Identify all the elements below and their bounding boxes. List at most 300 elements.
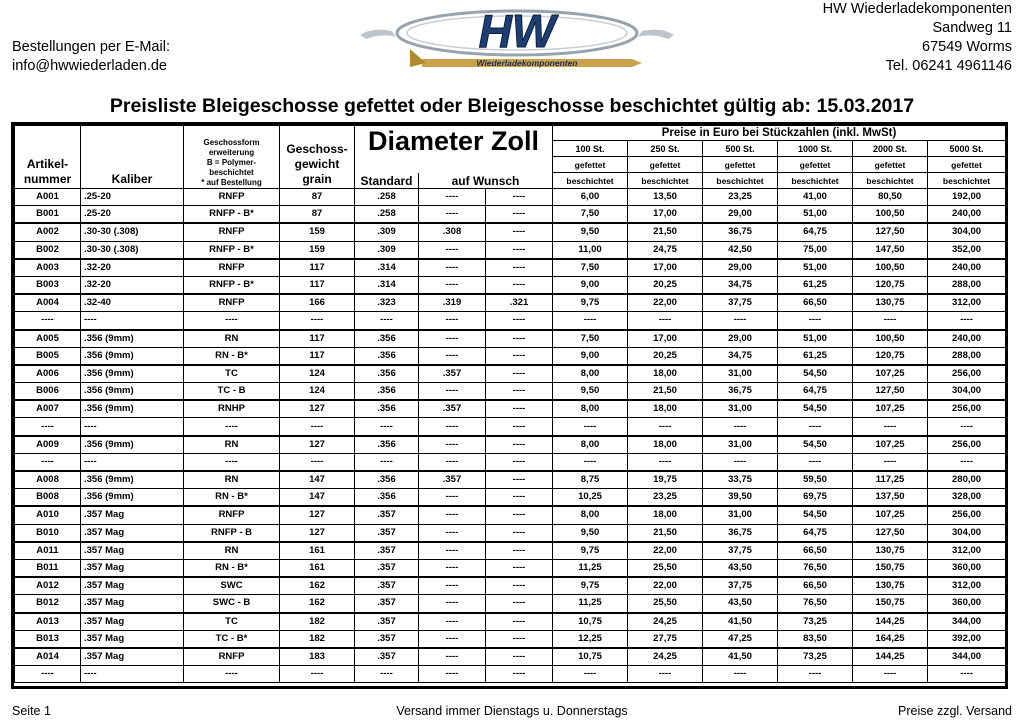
cell-wunsch-2: ---- (486, 189, 553, 206)
cell-price-5: 137,50 (853, 489, 928, 507)
cell-price-2: 24,25 (628, 648, 703, 666)
header-preise: Preise in Euro bei Stückzahlen (inkl. MwSt) (553, 126, 1006, 141)
cell-wunsch-1: ---- (419, 630, 486, 648)
cell-price-5: 120,75 (853, 276, 928, 294)
cell-price-6: 240,00 (928, 206, 1006, 224)
company-address (823, 0, 1012, 76)
cell-price-4: 73,25 (778, 613, 853, 631)
cell-price-6: 312,00 (928, 577, 1006, 595)
cell-artikel: B008 (15, 489, 81, 507)
cell-standard: ---- (355, 312, 419, 330)
cell-form: ---- (184, 453, 280, 471)
cell-price-2: ---- (628, 453, 703, 471)
cell-kaliber: .357 Mag (81, 595, 184, 613)
cell-wunsch-2: ---- (486, 223, 553, 241)
cell-artikel: A013 (15, 613, 81, 631)
cell-wunsch-1: .357 (419, 471, 486, 489)
cell-standard: .357 (355, 559, 419, 577)
cell-wunsch-2: ---- (486, 524, 553, 542)
cell-form: ---- (184, 666, 280, 683)
cell-price-5: 80,50 (853, 189, 928, 206)
cell-form: ---- (184, 418, 280, 436)
table-row (15, 223, 1006, 241)
cell-artikel: A006 (15, 365, 81, 383)
logo-text: HW (478, 5, 556, 57)
cell-wunsch-1: ---- (419, 453, 486, 471)
cell-price-1: 8,75 (553, 471, 628, 489)
cell-wunsch-2: ---- (486, 471, 553, 489)
cell-wunsch-1: ---- (419, 506, 486, 524)
cell-kaliber: .357 Mag (81, 559, 184, 577)
table-row (15, 471, 1006, 489)
cell-wunsch-2: ---- (486, 276, 553, 294)
cell-standard: ---- (355, 666, 419, 683)
cell-price-6: 312,00 (928, 294, 1006, 312)
cell-artikel: B010 (15, 524, 81, 542)
cell-price-6: ---- (928, 666, 1006, 683)
cell-price-6: 360,00 (928, 595, 1006, 613)
cell-kaliber: .356 (9mm) (81, 330, 184, 348)
cell-price-1: 8,00 (553, 365, 628, 383)
cell-standard: .357 (355, 595, 419, 613)
table-row (15, 294, 1006, 312)
header-beschichtet: beschichtet (703, 173, 778, 189)
cell-form: TC - B* (184, 630, 280, 648)
cell-standard: .357 (355, 613, 419, 631)
cell-price-6: 328,00 (928, 489, 1006, 507)
cell-wunsch-1: ---- (419, 259, 486, 277)
header-qty-1: 100 St. (553, 141, 628, 157)
cell-kaliber: ---- (81, 312, 184, 330)
header-qty-6: 5000 St. (928, 141, 1006, 157)
cell-price-1: 9,50 (553, 524, 628, 542)
cell-price-3: 36,75 (703, 524, 778, 542)
cell-price-6: 344,00 (928, 648, 1006, 666)
cell-price-3: ---- (703, 453, 778, 471)
cell-price-1: 9,75 (553, 577, 628, 595)
cell-standard: .356 (355, 383, 419, 401)
cell-gewicht: 124 (280, 383, 355, 401)
cell-wunsch-2: ---- (486, 630, 553, 648)
cell-wunsch-1: ---- (419, 577, 486, 595)
cell-price-4: 59,50 (778, 471, 853, 489)
cell-price-2: 17,00 (628, 330, 703, 348)
cell-kaliber: ---- (81, 418, 184, 436)
cell-price-1: 7,50 (553, 259, 628, 277)
cell-wunsch-1: ---- (419, 241, 486, 259)
cell-wunsch-2: ---- (486, 259, 553, 277)
table-row (15, 595, 1006, 613)
header-diameter: Diameter Zoll (355, 126, 553, 173)
header-gewicht-line2: gewicht (294, 157, 340, 171)
cell-gewicht: 183 (280, 648, 355, 666)
cell-kaliber: .25-20 (81, 206, 184, 224)
cell-form: ---- (184, 312, 280, 330)
cell-wunsch-2: ---- (486, 559, 553, 577)
order-label: Bestellungen per E-Mail: (12, 39, 170, 55)
cell-price-6: 344,00 (928, 613, 1006, 631)
cell-wunsch-2: ---- (486, 330, 553, 348)
header-form-line5: * auf Bestellung (201, 178, 262, 187)
cell-standard: .314 (355, 276, 419, 294)
cell-wunsch-2: ---- (486, 577, 553, 595)
cell-kaliber: .32-20 (81, 259, 184, 277)
cell-price-1: 9,50 (553, 223, 628, 241)
cell-price-2: 13,50 (628, 189, 703, 206)
cell-price-2: 25,50 (628, 595, 703, 613)
cell-standard: .258 (355, 206, 419, 224)
cell-kaliber: .356 (9mm) (81, 347, 184, 365)
cell-wunsch-1: ---- (419, 595, 486, 613)
cell-kaliber: ---- (81, 666, 184, 683)
cell-form: SWC - B (184, 595, 280, 613)
cell-standard: .309 (355, 223, 419, 241)
cell-artikel: B013 (15, 630, 81, 648)
cell-price-3: 31,00 (703, 365, 778, 383)
table-row (15, 383, 1006, 401)
header-gefettet: gefettet (703, 157, 778, 173)
cell-price-5: 107,25 (853, 436, 928, 454)
cell-price-5: 130,75 (853, 577, 928, 595)
cell-wunsch-1: ---- (419, 383, 486, 401)
cell-price-4: 51,00 (778, 206, 853, 224)
price-table (14, 125, 1006, 683)
cell-price-1: 10,75 (553, 613, 628, 631)
cell-form: RNFP - B* (184, 276, 280, 294)
cell-price-2: 18,00 (628, 400, 703, 418)
cell-gewicht: 117 (280, 347, 355, 365)
cell-wunsch-2: ---- (486, 666, 553, 683)
logo-subtext: Wiederladekomponenten (476, 58, 578, 68)
cell-wunsch-2: ---- (486, 241, 553, 259)
cell-price-3: 31,00 (703, 400, 778, 418)
cell-price-5: ---- (853, 666, 928, 683)
cell-wunsch-1: ---- (419, 418, 486, 436)
cell-kaliber: .357 Mag (81, 630, 184, 648)
cell-wunsch-2: ---- (486, 418, 553, 436)
cell-price-2: ---- (628, 418, 703, 436)
cell-gewicht: 117 (280, 259, 355, 277)
cell-standard: .356 (355, 489, 419, 507)
cell-price-2: 18,00 (628, 365, 703, 383)
header-gefettet: gefettet (928, 157, 1006, 173)
cell-standard: .356 (355, 436, 419, 454)
cell-standard: .356 (355, 400, 419, 418)
cell-form: TC (184, 365, 280, 383)
cell-wunsch-2: ---- (486, 383, 553, 401)
cell-price-3: 37,75 (703, 294, 778, 312)
cell-artikel: A001 (15, 189, 81, 206)
table-row (15, 347, 1006, 365)
cell-wunsch-1: .319 (419, 294, 486, 312)
header-kaliber: Kaliber (81, 126, 184, 189)
cell-form: RN (184, 471, 280, 489)
cell-artikel: ---- (15, 418, 81, 436)
cell-wunsch-2: ---- (486, 595, 553, 613)
cell-price-2: 21,50 (628, 383, 703, 401)
cell-price-3: 34,75 (703, 276, 778, 294)
cell-price-6: 312,00 (928, 542, 1006, 560)
cell-wunsch-2: ---- (486, 506, 553, 524)
cell-price-3: 29,00 (703, 330, 778, 348)
cell-price-4: 54,50 (778, 436, 853, 454)
cell-artikel: B012 (15, 595, 81, 613)
cell-gewicht: 127 (280, 524, 355, 542)
cell-price-1: 8,00 (553, 400, 628, 418)
cell-standard: .258 (355, 189, 419, 206)
cell-price-6: 288,00 (928, 347, 1006, 365)
header-artikel (15, 126, 81, 189)
cell-price-4: 54,50 (778, 506, 853, 524)
cell-price-3: 31,00 (703, 436, 778, 454)
cell-price-6: 192,00 (928, 189, 1006, 206)
cell-gewicht: 127 (280, 400, 355, 418)
header-qty-3: 500 St. (703, 141, 778, 157)
cell-price-1: 11,00 (553, 241, 628, 259)
cell-price-1: ---- (553, 418, 628, 436)
cell-price-4: 66,50 (778, 294, 853, 312)
cell-price-6: 288,00 (928, 276, 1006, 294)
cell-form: RNFP (184, 506, 280, 524)
cell-price-2: 21,50 (628, 524, 703, 542)
cell-price-6: 256,00 (928, 365, 1006, 383)
header-gefettet: gefettet (778, 157, 853, 173)
cell-price-2: 19,75 (628, 471, 703, 489)
cell-price-5: 144,25 (853, 648, 928, 666)
cell-price-2: ---- (628, 666, 703, 683)
cell-kaliber: .357 Mag (81, 577, 184, 595)
cell-price-4: ---- (778, 666, 853, 683)
cell-price-2: 18,00 (628, 436, 703, 454)
company-city: 67549 Worms (922, 39, 1012, 55)
cell-kaliber: .356 (9mm) (81, 471, 184, 489)
cell-price-5: 150,75 (853, 595, 928, 613)
cell-price-5: 130,75 (853, 294, 928, 312)
cell-artikel: A002 (15, 223, 81, 241)
cell-price-4: 73,25 (778, 648, 853, 666)
cell-gewicht: 182 (280, 630, 355, 648)
header-qty-2: 250 St. (628, 141, 703, 157)
table-row (15, 330, 1006, 348)
header-beschichtet: beschichtet (628, 173, 703, 189)
table-row (15, 577, 1006, 595)
cell-wunsch-2: ---- (486, 365, 553, 383)
cell-gewicht: 87 (280, 206, 355, 224)
cell-wunsch-2: ---- (486, 400, 553, 418)
header-artikel-line2: nummer (23, 172, 72, 186)
cell-price-4: 41,00 (778, 189, 853, 206)
cell-price-4: 69,75 (778, 489, 853, 507)
cell-price-3: 36,75 (703, 383, 778, 401)
cell-price-6: 392,00 (928, 630, 1006, 648)
header-beschichtet: beschichtet (928, 173, 1006, 189)
cell-standard: .323 (355, 294, 419, 312)
cell-gewicht: 166 (280, 294, 355, 312)
cell-wunsch-2: .321 (486, 294, 553, 312)
cell-price-5: 117,25 (853, 471, 928, 489)
cell-form: RN - B* (184, 347, 280, 365)
cell-price-5: 107,25 (853, 506, 928, 524)
cell-price-3: 39,50 (703, 489, 778, 507)
cell-wunsch-2: ---- (486, 489, 553, 507)
cell-price-5: 120,75 (853, 347, 928, 365)
cell-price-3: 47,25 (703, 630, 778, 648)
cell-wunsch-1: ---- (419, 189, 486, 206)
cell-price-3: 36,75 (703, 223, 778, 241)
header-gewicht-line3: grain (302, 172, 332, 186)
cell-gewicht: ---- (280, 418, 355, 436)
cell-wunsch-1: .357 (419, 365, 486, 383)
cell-artikel: A010 (15, 506, 81, 524)
cell-price-2: 24,25 (628, 613, 703, 631)
cell-gewicht: 162 (280, 595, 355, 613)
cell-form: RN - B* (184, 559, 280, 577)
cell-kaliber: .357 Mag (81, 542, 184, 560)
header-standard: Standard (355, 173, 419, 189)
cell-price-6: 360,00 (928, 559, 1006, 577)
cell-wunsch-1: ---- (419, 489, 486, 507)
cell-price-6: 240,00 (928, 259, 1006, 277)
cell-form: RN (184, 330, 280, 348)
cell-price-6: 304,00 (928, 524, 1006, 542)
cell-price-4: ---- (778, 453, 853, 471)
cell-wunsch-1: ---- (419, 330, 486, 348)
cell-kaliber: .357 Mag (81, 648, 184, 666)
cell-price-5: ---- (853, 453, 928, 471)
cell-form: RNFP (184, 648, 280, 666)
cell-wunsch-1: .357 (419, 400, 486, 418)
cell-wunsch-2: ---- (486, 542, 553, 560)
cell-price-6: ---- (928, 418, 1006, 436)
cell-standard: .314 (355, 259, 419, 277)
cell-price-5: 150,75 (853, 559, 928, 577)
cell-standard: .357 (355, 524, 419, 542)
cell-price-3: ---- (703, 418, 778, 436)
cell-price-6: 304,00 (928, 223, 1006, 241)
cell-price-4: 64,75 (778, 223, 853, 241)
cell-price-3: 29,00 (703, 259, 778, 277)
cell-standard: .309 (355, 241, 419, 259)
cell-price-3: 33,75 (703, 471, 778, 489)
company-phone: Tel. 06241 4961146 (885, 58, 1012, 74)
table-row (15, 206, 1006, 224)
table-row (15, 259, 1006, 277)
cell-wunsch-1: ---- (419, 542, 486, 560)
footer-page: Seite 1 (12, 704, 51, 718)
cell-price-1: 7,50 (553, 206, 628, 224)
cell-wunsch-1: ---- (419, 312, 486, 330)
cell-price-5: 100,50 (853, 259, 928, 277)
order-email[interactable]: info@hwwiederladen.de (12, 58, 167, 74)
cell-form: RN (184, 542, 280, 560)
header-beschichtet: beschichtet (778, 173, 853, 189)
cell-gewicht: 87 (280, 189, 355, 206)
cell-price-6: 256,00 (928, 400, 1006, 418)
cell-gewicht: 117 (280, 330, 355, 348)
cell-form: RN - B* (184, 489, 280, 507)
table-row (15, 276, 1006, 294)
cell-price-5: 164,25 (853, 630, 928, 648)
cell-wunsch-1: ---- (419, 436, 486, 454)
cell-price-1: 8,00 (553, 506, 628, 524)
cell-price-5: 130,75 (853, 542, 928, 560)
cell-wunsch-2: ---- (486, 312, 553, 330)
cell-form: RNFP (184, 259, 280, 277)
cell-gewicht: ---- (280, 453, 355, 471)
cell-form: TC (184, 613, 280, 631)
cell-price-5: 127,50 (853, 524, 928, 542)
cell-price-6: 352,00 (928, 241, 1006, 259)
cell-price-3: 43,50 (703, 595, 778, 613)
cell-price-1: 9,75 (553, 542, 628, 560)
cell-wunsch-2: ---- (486, 648, 553, 666)
cell-price-5: 100,50 (853, 206, 928, 224)
header-auf-wunsch: auf Wunsch (419, 173, 553, 189)
cell-price-4: 54,50 (778, 365, 853, 383)
cell-kaliber: .356 (9mm) (81, 436, 184, 454)
cell-artikel: A007 (15, 400, 81, 418)
cell-kaliber: .356 (9mm) (81, 489, 184, 507)
cell-price-1: 11,25 (553, 595, 628, 613)
footer-shipping: Versand immer Dienstags u. Donnerstags (396, 704, 628, 718)
table-row (15, 241, 1006, 259)
cell-price-2: 22,00 (628, 294, 703, 312)
cell-price-4: 75,00 (778, 241, 853, 259)
header-form-line1: Geschossform (203, 138, 260, 147)
header-form-line4: beschichtet (209, 168, 254, 177)
cell-standard: .357 (355, 542, 419, 560)
cell-wunsch-2: ---- (486, 613, 553, 631)
cell-price-5: 100,50 (853, 330, 928, 348)
cell-wunsch-1: .308 (419, 223, 486, 241)
page-title: Preisliste Bleigeschosse gefettet oder Bleigeschosse beschichtet gültig ab: 15.03.2017 (109, 95, 915, 117)
table-row (15, 613, 1006, 631)
cell-price-4: 64,75 (778, 524, 853, 542)
cell-standard: .357 (355, 577, 419, 595)
cell-gewicht: 147 (280, 471, 355, 489)
cell-artikel: ---- (15, 312, 81, 330)
header-artikel-line1: Artikel- (26, 157, 69, 171)
cell-wunsch-2: ---- (486, 347, 553, 365)
header-gefettet: gefettet (853, 157, 928, 173)
cell-kaliber: .356 (9mm) (81, 365, 184, 383)
header-form-line3: B = Polymer- (206, 158, 257, 167)
cell-wunsch-1: ---- (419, 613, 486, 631)
cell-kaliber: .357 Mag (81, 613, 184, 631)
cell-price-2: 24,75 (628, 241, 703, 259)
cell-price-3: 31,00 (703, 506, 778, 524)
cell-price-2: 18,00 (628, 506, 703, 524)
cell-price-6: 280,00 (928, 471, 1006, 489)
cell-price-4: 54,50 (778, 400, 853, 418)
cell-price-5: 147,50 (853, 241, 928, 259)
cell-standard: .356 (355, 471, 419, 489)
header-gewicht (280, 126, 355, 189)
cell-kaliber: .25-20 (81, 189, 184, 206)
cell-price-3: ---- (703, 312, 778, 330)
table-row (15, 489, 1006, 507)
cell-standard: ---- (355, 453, 419, 471)
table-row (15, 189, 1006, 206)
cell-gewicht: 147 (280, 489, 355, 507)
header-gefettet: gefettet (553, 157, 628, 173)
header-qty-5: 2000 St. (853, 141, 928, 157)
cell-price-4: ---- (778, 312, 853, 330)
cell-form: RNFP - B* (184, 241, 280, 259)
cell-price-2: 25,50 (628, 559, 703, 577)
cell-price-1: 8,00 (553, 436, 628, 454)
cell-kaliber: .356 (9mm) (81, 383, 184, 401)
